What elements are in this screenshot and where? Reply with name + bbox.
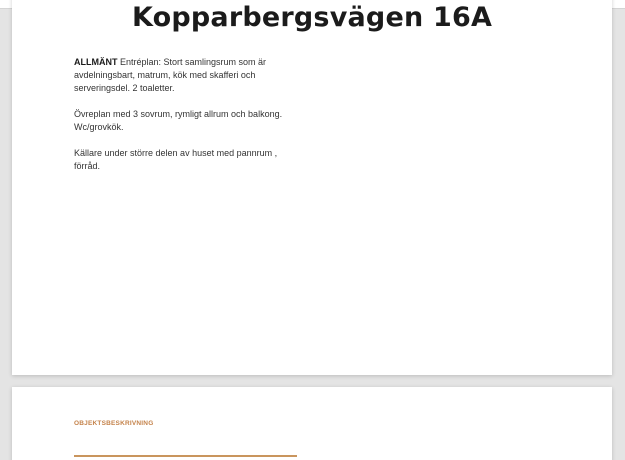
document-page <box>12 0 612 375</box>
property-description <box>74 56 302 186</box>
general-text: Entréplan: Stort samlingsrum som är avdelningsbart, matrum, kök med skafferi och serveringsdel. 2 toaletter. <box>74 57 267 93</box>
general-paragraph <box>74 56 302 95</box>
upper-floor-paragraph: Övreplan med 3 sovrum, rymligt allrum och balkong. Wc/grovkök. <box>74 109 283 132</box>
document-page-next <box>12 387 612 460</box>
section-divider <box>74 455 297 457</box>
property-title: Kopparbergsvägen 16A <box>131 2 493 33</box>
section-label-objektsbeskrivning: OBJEKTSBESKRIVNING <box>74 420 154 427</box>
basement-paragraph: Källare under större delen av huset med pannrum , förråd. <box>74 148 278 171</box>
general-label: ALLMÄNT <box>74 57 118 67</box>
